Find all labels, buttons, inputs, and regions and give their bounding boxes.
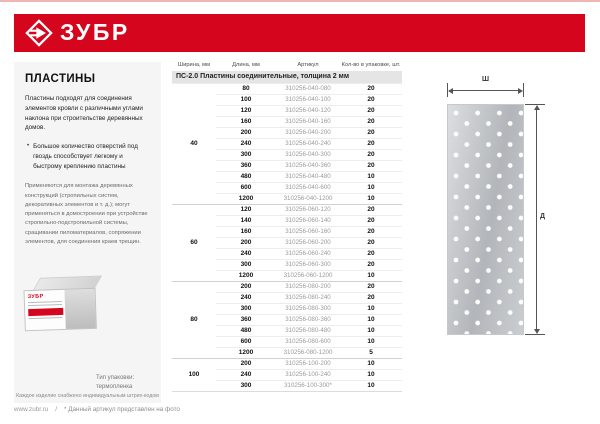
label-line: [28, 317, 62, 319]
usage-details: Применяются для монтажа деревянных конструкций (стропильных систем, декоративных элементов и т. д.); могут применяться в домостроении при устройстве стропильно-подстропильной системы, сращивании пиломатериалов, сопряжении элементов, для соединения краев трещин.: [25, 183, 148, 245]
arrowhead-right: [518, 88, 523, 94]
qty-cell: 20: [340, 139, 402, 150]
article-cell: 310256-040-080: [276, 84, 340, 95]
dim-tick: [525, 334, 545, 335]
length-cell: 200: [216, 359, 276, 370]
qty-cell: 20: [340, 128, 402, 139]
arrowhead-left: [448, 88, 453, 94]
col-header-article: Артикул: [297, 61, 319, 68]
article-cell: 310256-080-600: [276, 337, 340, 348]
footer-separator: /: [55, 406, 58, 413]
length-cell: 600: [216, 183, 276, 194]
qty-cell: 20: [340, 282, 402, 293]
qty-cell: 10: [340, 381, 402, 392]
qty-cell: 20: [340, 106, 402, 117]
arrowhead-bottom: [534, 329, 540, 334]
article-cell: 310256-040-360: [276, 161, 340, 172]
article-cell: 310256-040-300: [276, 150, 340, 161]
qty-cell: 20: [340, 161, 402, 172]
article-cell: 310256-040-160: [276, 117, 340, 128]
perforated-plate-image: [447, 104, 524, 335]
barcode-note: Каждое изделие снабжено индивидуальным штрих-кодом: [16, 393, 159, 399]
article-cell: 310256-060-240: [276, 249, 340, 260]
intro-text: Пластины подходят для соединения элементов кровли с различными углами наклона при строительстве деревянных домов.: [25, 95, 143, 132]
article-cell: 310256-060-140: [276, 216, 340, 227]
width-dimension-arrow: [447, 86, 524, 96]
feature-bullet: [25, 142, 151, 171]
length-cell: 120: [216, 205, 276, 216]
article-cell: 310256-040-1200: [276, 194, 340, 205]
package-wrap-side: [65, 289, 96, 329]
length-cell: 120: [216, 106, 276, 117]
length-cell: 600: [216, 337, 276, 348]
length-cell: 160: [216, 227, 276, 238]
length-cell: 100: [216, 95, 276, 106]
table-body: [172, 84, 402, 392]
length-cell: 1200: [216, 271, 276, 282]
website-link[interactable]: www.zubr.ru: [14, 406, 49, 413]
zubr-diamond-arrow-icon: [25, 19, 53, 47]
feature-text: Большое количество отверстий под гвоздь способствует легкому и быстрому креплению пластины: [33, 143, 138, 170]
qty-cell: 10: [340, 172, 402, 183]
bullet-marker: •: [27, 143, 30, 149]
section-title: ПС-2.0 Пластины соединительные, толщина 2 мм: [172, 71, 402, 84]
length-cell: 360: [216, 315, 276, 326]
qty-cell: 10: [340, 370, 402, 381]
length-cell: 300: [216, 150, 276, 161]
qty-cell: 10: [340, 326, 402, 337]
length-cell: 200: [216, 238, 276, 249]
length-cell: 480: [216, 172, 276, 183]
length-cell: 240: [216, 249, 276, 260]
qty-cell: 20: [340, 227, 402, 238]
width-group-cell: 80: [172, 282, 216, 359]
label-line: [28, 304, 62, 306]
length-cell: 480: [216, 326, 276, 337]
dim-line: [451, 90, 520, 91]
brand-name: ЗУБР: [60, 18, 130, 45]
width-group-cell: 40: [172, 84, 216, 205]
width-group-cell: 60: [172, 205, 216, 282]
qty-cell: 20: [340, 95, 402, 106]
dim-tick: [523, 83, 524, 97]
length-cell: 300: [216, 304, 276, 315]
article-cell: 310256-060-300: [276, 260, 340, 271]
length-cell: 360: [216, 161, 276, 172]
qty-cell: 20: [340, 150, 402, 161]
article-cell: 310256-060-120: [276, 205, 340, 216]
article-cell: 310256-060-1200: [276, 271, 340, 282]
qty-cell: 20: [340, 260, 402, 271]
article-cell: 310256-040-100: [276, 95, 340, 106]
qty-cell: 20: [340, 84, 402, 95]
qty-cell: 10: [340, 304, 402, 315]
qty-cell: 20: [340, 117, 402, 128]
package-front-face: [23, 288, 96, 331]
page-footer: [14, 406, 180, 413]
length-cell: 240: [216, 139, 276, 150]
article-cell: 310256-080-300: [276, 304, 340, 315]
col-header-qty: Кол-во в упаковке, шт.: [341, 61, 401, 68]
qty-cell: 20: [340, 238, 402, 249]
products-table: [172, 58, 402, 392]
length-cell: 80: [216, 84, 276, 95]
length-cell: 140: [216, 216, 276, 227]
qty-cell: 20: [340, 293, 402, 304]
qty-cell: 10: [340, 183, 402, 194]
article-cell: 310256-040-600: [276, 183, 340, 194]
col-header-length: Длина, мм: [232, 61, 260, 68]
width-dim-label: Ш: [481, 76, 490, 83]
length-cell: 240: [216, 293, 276, 304]
article-cell: 310256-040-120: [276, 106, 340, 117]
package-type-note: Тип упаковки: термопленка: [96, 375, 135, 390]
arrowhead-top: [534, 105, 540, 110]
qty-cell: 10: [340, 359, 402, 370]
article-cell: 310256-040-240: [276, 139, 340, 150]
zubr-logo: [25, 19, 130, 47]
qty-cell: 10: [340, 194, 402, 205]
qty-cell: 10: [340, 271, 402, 282]
article-cell: 310256-080-480: [276, 326, 340, 337]
dim-line: [536, 108, 537, 331]
label-size-strip: [28, 308, 63, 316]
qty-cell: 20: [340, 216, 402, 227]
package-photo: [23, 275, 99, 334]
length-cell: 300: [216, 260, 276, 271]
table-row: [172, 282, 402, 293]
package-label: [25, 290, 66, 330]
table-row: [172, 84, 402, 95]
table-row: [172, 359, 402, 370]
article-cell: 310256-060-160: [276, 227, 340, 238]
table-header-row: [172, 58, 402, 71]
table-row: [172, 205, 402, 216]
qty-cell: 20: [340, 249, 402, 260]
brand-banner: [14, 14, 585, 52]
article-cell: 310256-080-1200: [276, 348, 340, 359]
article-cell: 310256-100-240: [276, 370, 340, 381]
length-cell: 1200: [216, 194, 276, 205]
qty-cell: 20: [340, 205, 402, 216]
description-panel: [14, 62, 161, 403]
width-group-cell: 100: [172, 359, 216, 392]
table-section-row: [172, 71, 402, 84]
article-cell: 310256-040-200: [276, 128, 340, 139]
top-cut-line: [0, 0, 600, 2]
qty-cell: 10: [340, 315, 402, 326]
article-cell: 310256-080-240: [276, 293, 340, 304]
article-cell: 310256-100-300*: [276, 381, 340, 392]
length-cell: 200: [216, 282, 276, 293]
article-cell: 310256-060-200: [276, 238, 340, 249]
length-cell: 240: [216, 370, 276, 381]
length-cell: 160: [216, 117, 276, 128]
page-title: ПЛАСТИНЫ: [25, 73, 96, 85]
qty-cell: 10: [340, 337, 402, 348]
qty-cell: 5: [340, 348, 402, 359]
article-cell: 310256-080-360: [276, 315, 340, 326]
footer-note: * Данный артикул представлен на фото: [64, 406, 180, 413]
label-line: [28, 301, 62, 303]
length-dim-label: Д: [540, 213, 545, 220]
length-cell: 1200: [216, 348, 276, 359]
package-brand-text: ЗУБР: [27, 293, 44, 301]
col-header-width: Ширина, мм: [177, 61, 210, 68]
article-cell: 310256-080-200: [276, 282, 340, 293]
length-cell: 300: [216, 381, 276, 392]
article-cell: 310256-040-480: [276, 172, 340, 183]
article-cell: 310256-100-200: [276, 359, 340, 370]
length-cell: 200: [216, 128, 276, 139]
